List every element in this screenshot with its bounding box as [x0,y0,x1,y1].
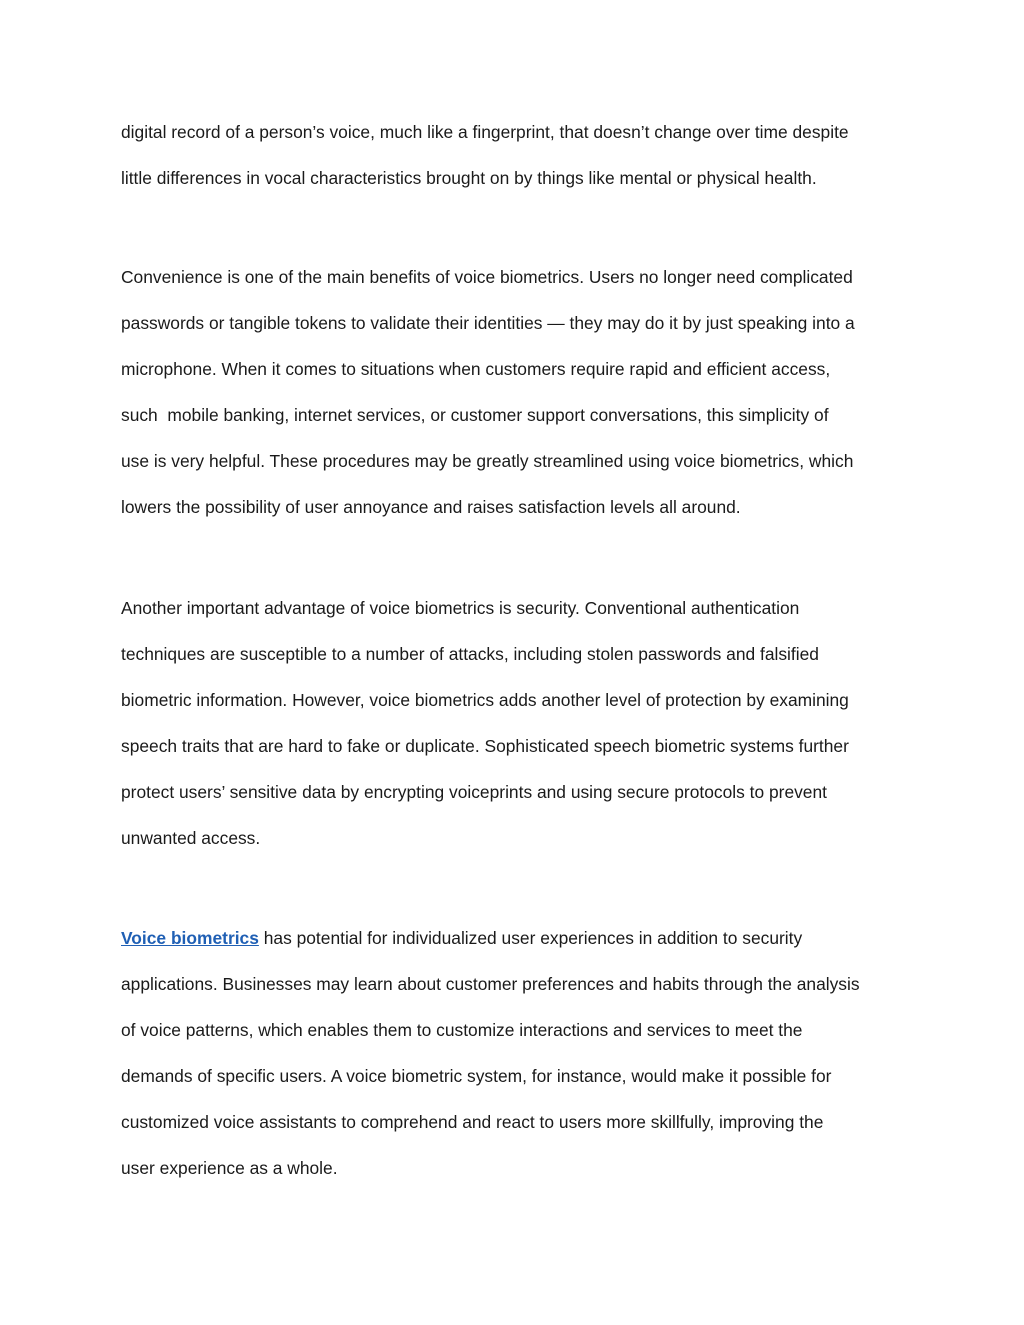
paragraph-line: protect users’ sensitive data by encrypting voiceprints and using secure protocols to prevent [121,782,827,802]
paragraph-line: microphone. When it comes to situations when customers require rapid and efficient access, [121,359,831,379]
paragraph-line: techniques are susceptible to a number of attacks, including stolen passwords and falsified [121,644,819,664]
paragraph-line: Another important advantage of voice biometrics is security. Conventional authentication [121,598,800,618]
paragraph-line: biometric information. However, voice biometrics adds another level of protection by examining [121,690,849,710]
paragraph-line: use is very helpful. These procedures may be greatly streamlined using voice biometrics, which [121,451,854,471]
paragraph-line: passwords or tangible tokens to validate their identities — they may do it by just speaking into a [121,313,855,333]
paragraph-line: user experience as a whole. [121,1158,338,1178]
paragraph-line: Convenience is one of the main benefits of voice biometrics. Users no longer need complicated [121,267,853,287]
paragraph-line: such mobile banking, internet services, or customer support conversations, this simplicity of [121,405,829,425]
paragraph-first-line [121,927,802,949]
paragraph-line-rest: has potential for individualized user experiences in addition to security [258,928,803,948]
paragraph-line: little differences in vocal characteristics brought on by things like mental or physical health. [121,168,817,188]
paragraph-line: applications. Businesses may learn about customer preferences and habits through the analysis [121,974,860,994]
voice-biometrics-link[interactable]: Voice biometrics [121,928,259,948]
paragraph-line: demands of specific users. A voice biometric system, for instance, would make it possible for [121,1066,832,1086]
paragraph-line: speech traits that are hard to fake or duplicate. Sophisticated speech biometric systems further [121,736,849,756]
paragraph-line: unwanted access. [121,828,261,848]
paragraph-line: customized voice assistants to comprehend and react to users more skillfully, improving the [121,1112,824,1132]
paragraph-line: of voice patterns, which enables them to customize interactions and services to meet the [121,1020,803,1040]
paragraph-line: lowers the possibility of user annoyance and raises satisfaction levels all around. [121,497,741,517]
paragraph-line: digital record of a person’s voice, much like a fingerprint, that doesn’t change over time despite [121,122,849,142]
